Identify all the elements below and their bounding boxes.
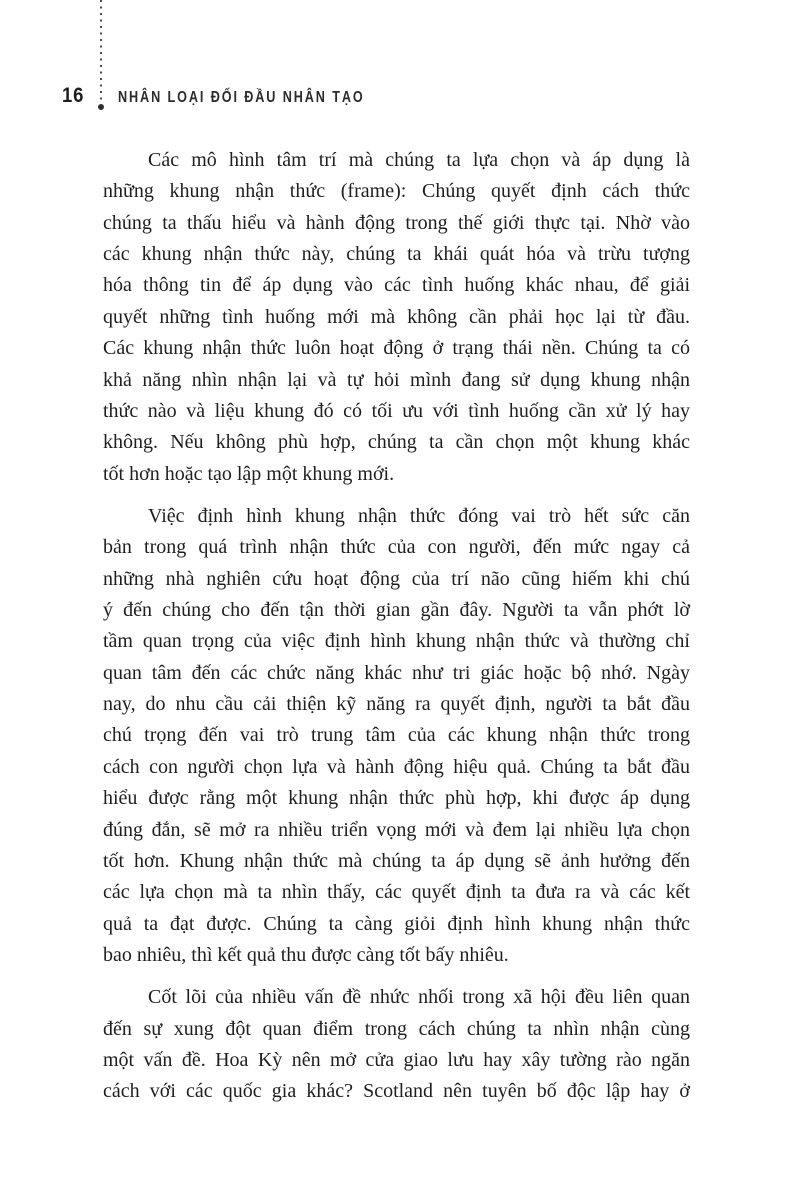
page-number: 16	[62, 84, 85, 107]
text-line: bản trong quá trình nhận thức của con người, đến mức ngay cả	[103, 536, 690, 559]
text-line: những nhà nghiên cứu hoạt động của trí não cũng hiếm khi chú	[103, 567, 690, 590]
rule-end-dot-icon	[98, 104, 104, 110]
paragraph	[103, 501, 690, 971]
text-line: cách con người chọn lựa và hành động hiệu quả. Chúng ta bắt đầu	[103, 755, 690, 778]
text-line: Việc định hình khung nhận thức đóng vai trò hết sức căn	[148, 504, 690, 527]
paragraph	[103, 982, 690, 1107]
text-line: thức nào và liệu khung đó có tối ưu với tình huống cần xử lý hay	[103, 399, 690, 422]
text-line: nay, do nhu cầu cải thiện kỹ năng ra quyết định, người ta bắt đầu	[103, 693, 690, 716]
text-line: hóa thông tin để áp dụng vào các tình huống khác nhau, để giải	[103, 274, 690, 297]
text-line: không. Nếu không phù hợp, chúng ta cần chọn một khung khác	[103, 431, 690, 454]
running-title: NHÂN LOẠI ĐỐI ĐẦU NHÂN TẠO	[118, 89, 365, 106]
text-line: các khung nhận thức này, chúng ta khái quát hóa và trừu tượng	[103, 243, 690, 266]
text-line: các lựa chọn mà ta nhìn thấy, các quyết định ta đưa ra và các kết	[103, 881, 690, 904]
text-line: Các khung nhận thức luôn hoạt động ở trạng thái nền. Chúng ta có	[103, 337, 690, 360]
text-line: cách với các quốc gia khác? Scotland nên tuyên bố độc lập hay ở	[103, 1080, 690, 1103]
text-line: đến sự xung đột quan điểm trong cách chúng ta nhìn nhận cùng	[103, 1017, 690, 1040]
text-line: Các mô hình tâm trí mà chúng ta lựa chọn và áp dụng là	[148, 149, 690, 171]
paragraph	[103, 145, 690, 490]
text-line: tốt hơn hoặc tạo lập một khung mới.	[103, 462, 395, 485]
text-line: chúng ta thấu hiểu và hành động trong thế giới thực tại. Nhờ vào	[103, 211, 690, 234]
text-line: quả ta đạt được. Chúng ta càng giỏi định hình khung nhận thức	[103, 912, 690, 935]
text-line: chú trọng đến vai trò trung tâm của các khung nhận thức trong	[103, 724, 690, 747]
text-line: bao nhiêu, thì kết quả thu được càng tốt bấy nhiêu.	[103, 943, 509, 966]
text-line: tốt hơn. Khung nhận thức mà chúng ta áp dụng sẽ ảnh hưởng đến	[103, 849, 690, 872]
body-text	[103, 145, 690, 1108]
text-line: quyết những tình huống mới mà không cần phải học lại từ đầu.	[103, 305, 690, 328]
dotted-rule	[100, 0, 102, 100]
text-line: quan tâm đến các chức năng khác như tri giác hoặc bộ nhớ. Ngày	[103, 661, 690, 684]
text-line: Cốt lõi của nhiều vấn đề nhức nhối trong xã hội đều liên quan	[148, 986, 690, 1009]
text-line: hiểu được rằng một khung nhận thức phù hợp, khi được áp dụng	[103, 787, 690, 810]
text-line: một vấn đề. Hoa Kỳ nên mở cửa giao lưu hay xây tường rào ngăn	[103, 1049, 690, 1072]
text-line: khả năng nhìn nhận lại và tự hỏi mình đang sử dụng khung nhận	[103, 368, 690, 391]
text-line: tầm quan trọng của việc định hình khung nhận thức và thường chỉ	[103, 630, 690, 653]
text-line: những khung nhận thức (frame): Chúng quyết định cách thức	[103, 180, 690, 203]
text-line: đúng đắn, sẽ mở ra nhiều triển vọng mới và đem lại nhiều lựa chọn	[103, 818, 690, 841]
text-line: ý đến chúng cho đến tận thời gian gần đây. Người ta vẫn phớt lờ	[103, 599, 690, 622]
